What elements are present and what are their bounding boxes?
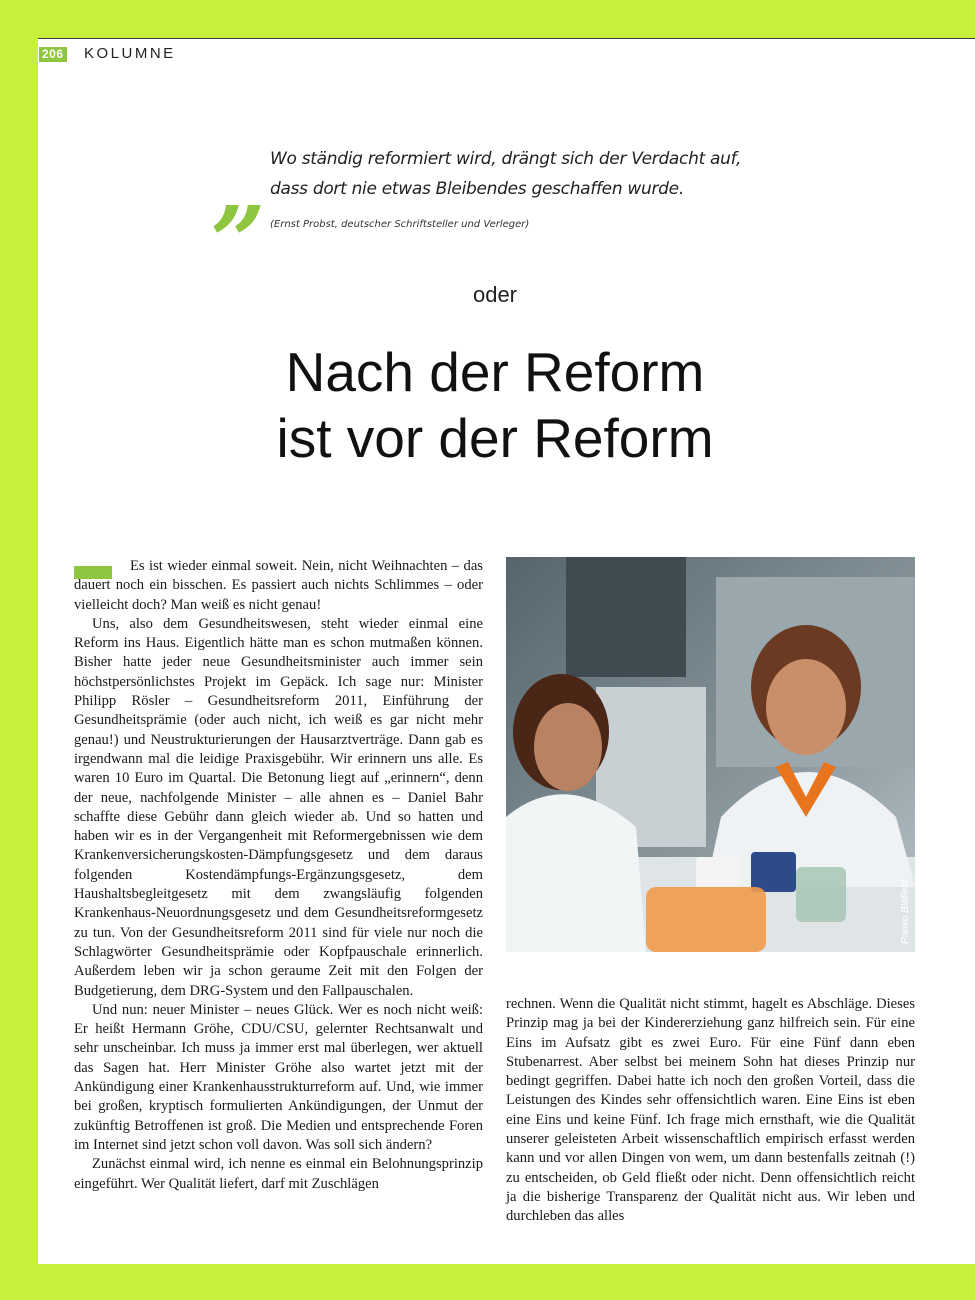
epigraph-quote (270, 144, 830, 204)
article-column-left (74, 557, 483, 1194)
title-connector: oder (472, 282, 518, 307)
photo-nurses-illustration (506, 557, 915, 952)
quote-line-2: dass dort nie etwas Bleibendes geschaffen wurde. (270, 179, 684, 199)
article-paragraph: Es ist wieder einmal soweit. Nein, nicht Weihnachten – das dauert noch ein bisschen. Es passiert auch nichts Schlimmes – oder vielleicht doch? Man weiß es nicht genau! (74, 558, 483, 613)
article-photo (506, 557, 915, 952)
quote-mark-icon: „ (212, 130, 268, 243)
article-paragraph: Und nun: neuer Minister – neues Glück. Wer es noch nicht weiß: Er heißt Hermann Gröhe, CDU/CSU, gelernter Rechtsanwalt und sehr unscheinbar. Ich muss ja immer erst mal überlegen, wer aktuell das Sagen hat. Herr Minister Gröhe also wartet jetzt mit der Ankündigung einer Krankenhausstrukturreform auf. Und, wie immer bei großen, kryptisch formulierten Ankündigungen, der Unmut der zukünftig Betroffenen ist groß. Die Medien und entsprechende Foren im Internet sind jetzt schon voll davon. Was soll sich ändern? (74, 1001, 483, 1153)
article-column-right (506, 995, 915, 1227)
article-headline (38, 339, 952, 471)
article-paragraph: Uns, also dem Gesundheitswesen, steht wieder einmal eine Reform ins Haus. Eigentlich hätte man es schon mutmaßen können. Bisher hatte jeder neue Gesundheitsminister auch immer sein höchstpersönlichstes Projekt im Gepäck. Ich sage nur: Minister Philipp Rösler – Gesundheitsreform 2011, Einführung der Gesundheitsprämie (oder auch nicht, ich weiß es gar nicht mehr genau!) und Neustrukturierungen der Hausarztverträge. Dann gab es irgendwann mal die leidige Praxisgebühr. Wir erinnern uns alle. Es waren 10 Euro im Quartal. Die Betonung liegt auf „erinnern“, denn der neue, nachfolgende Minister – alle ahnen es – Daniel Bahr schaffte diese Gebühr dann gleich wieder ab. Und so hatten und haben wir es in der Vergangenheit mit Reformergebnissen wie dem Krankenversicherungskosten-Dämpfungsgesetz und dem daraus folgenden Kostendämpfungs-Ergänzungsgesetz, dem Haushaltsbegleitgesetz mit dem zwangsläufig folgenden Krankenhaus-Neuordnungsgesetz und dem Gesundheitsreformgesetz zu tun. Von der Gesundheitsreform 2011 sind für viele nur noch die Schlagwörter Gesundheitsprämie oder Kopfpauschale erinnerlich. Außerdem leben wir ja schon geraume Zeit mit den Folgen der Budgetierung, dem DRG-System und den Fallpauschalen. (74, 615, 483, 999)
article-paragraph: rechnen. Wenn die Qualität nicht stimmt, hagelt es Abschläge. Dieses Prinzip mag ja bei der Kindererziehung ganz hilfreich sein. Für eine Eins im Aufsatz gibt es zwei Euro. Für eine Fünf dann eben Stubenarrest. Aber selbst bei meinem Sohn hat dieses Prinzip nur bedingt gegriffen. Dabei hatte ich noch den großen Vorteil, dass die Leistungen des Kindes sehr offensichtlich waren. Eine Eins ist eben eine Eins und keine Fünf. Ich frage mich ernsthaft, wie die Qualität unserer geleisteten Arbeit wissenschaftlich empirisch erfasst werden kann und vor allen Dingen von wem, um dann bestenfalls zeitnah (!) zu entscheiden, ob Geld fließt oder nicht. Denn offensichtlich reicht ja die bisherige Transparenz der Qualität nicht aus. Wir leben und durchleben das alles (506, 996, 915, 1225)
quote-source: (Ernst Probst, deutscher Schriftsteller und Verleger) (270, 219, 530, 230)
quote-line-1: Wo ständig reformiert wird, drängt sich der Verdacht auf, (270, 149, 742, 169)
magazine-page (38, 38, 975, 1264)
photo-credit: Paavo Bläfield (900, 880, 911, 944)
headline-line-2: ist vor der Reform (276, 407, 714, 469)
section-label: KOLUMNE (84, 45, 176, 62)
page-number: 206 (39, 47, 67, 62)
article-paragraph: Zunächst einmal wird, ich nenne es einmal ein Belohnungsprinzip eingeführt. Wer Qualität liefert, darf mit Zuschlägen (74, 1156, 483, 1192)
headline-line-1: Nach der Reform (285, 341, 705, 403)
